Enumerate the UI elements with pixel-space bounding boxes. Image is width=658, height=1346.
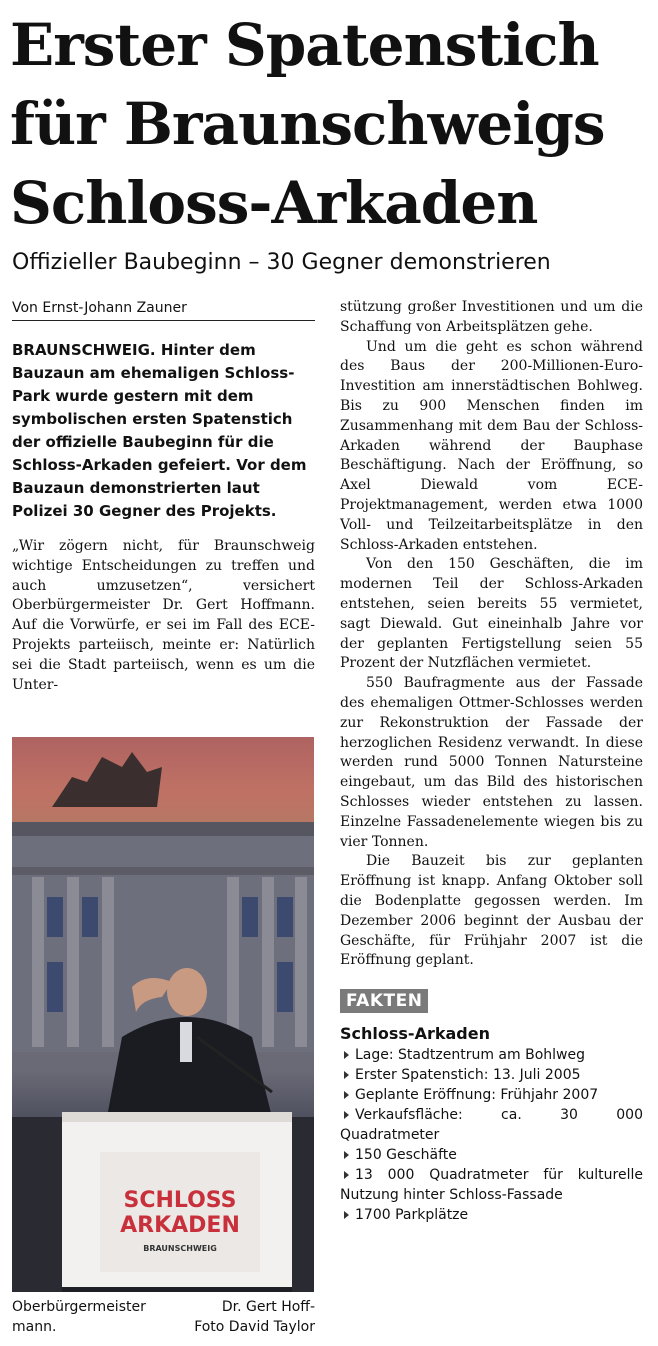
sign-line-2: ARKADEN: [120, 1213, 240, 1238]
caption-line-1b: Dr. Gert Hoff-: [221, 1299, 315, 1315]
body-paragraph: 550 Baufragmente aus der Fassade des ehemaligen Ottmer-Schlosses werden zur Rekonstruktion der Fassade der herzoglichen Residenz verwandt. In diese werden rund 5000 Tonnen Natursteine eingebaut, um das Bild des historischen Schlosses wieder entstehen zu lassen. Einzelne Fassadenelemente wiegen bis zu vier Tonnen.: [340, 675, 643, 850]
fact-item: [340, 1105, 643, 1145]
triangle-bullet-icon: [344, 1151, 349, 1159]
fact-list: [340, 1045, 643, 1225]
body-paragraph: Und um die geht es schon während des Baus der 200-Millionen-Euro-Investition am innerstädtischen Bohlweg. Bis zu 900 Menschen finden im Zusammenhang mit dem Bau der Schloss-Arkaden während der Bauphase Beschäftigung. Nach der Eröffnung, so Axel Diewald vom ECE-Projektmanagement, werden etwa 1000 Voll- und Teilzeitarbeitsplätze in den Schloss-Arkaden entstehen.: [340, 338, 643, 553]
fact-item-text: Lage: Stadtzentrum am Bohlweg: [355, 1047, 585, 1064]
left-column: [12, 298, 315, 695]
fact-item-text: 1700 Parkplätze: [355, 1207, 469, 1224]
triangle-bullet-icon: [344, 1071, 349, 1079]
fact-item: [340, 1045, 643, 1065]
fact-box: [340, 985, 643, 1225]
article-photo: [12, 737, 314, 1292]
fact-item-text: Verkaufsfläche: ca. 30 000 Quadratmeter: [340, 1107, 643, 1144]
caption-line-2: mann.: [12, 1319, 57, 1335]
caption-line-1a: Oberbürgermeister: [12, 1299, 146, 1315]
speaker-head: [167, 968, 207, 1016]
headline-line-3: Schloss-Arkaden: [10, 169, 538, 237]
fact-item: [340, 1065, 643, 1085]
body-paragraph: Von den 150 Geschäften, die im modernen Teil der Schloss-Arkaden entstehen, seien bereits 55 vermietet, sagt Diewald. Gut eineinhalb Jahre vor der geplanten Fertigstellung seien 55 Prozent der Nutzflächen vermietet.: [340, 556, 643, 672]
subheadline: Offizieller Baubeginn – 30 Gegner demonstrieren: [12, 250, 551, 275]
photo-illustration: [12, 737, 314, 1292]
right-column: [340, 298, 643, 1225]
fact-item: [340, 1205, 643, 1225]
triangle-bullet-icon: [344, 1211, 349, 1219]
fact-item-text: Erster Spatenstich: 13. Juli 2005: [355, 1067, 581, 1084]
triangle-bullet-icon: [344, 1051, 349, 1059]
headline-line-1: Erster Spatenstich: [10, 11, 599, 79]
fact-box-label: FAKTEN: [340, 989, 428, 1013]
fact-item: [340, 1085, 643, 1105]
byline: Von Ernst-Johann Zauner: [12, 298, 315, 321]
triangle-bullet-icon: [344, 1171, 349, 1179]
fact-item-text: 150 Geschäfte: [355, 1147, 457, 1164]
body-paragraph: „Wir zögern nicht, für Braunschweig wichtige Entscheidungen zu treffen und auch umzusetzen“, versichert Oberbürgermeister Dr. Gert Hoffmann. Auf die Vorwürfe, er sei im Fall des ECE-Projekts parteiisch, meinte er: Natürlich sei die Stadt parteiisch, wenn es um die Unter-: [12, 538, 315, 693]
fact-item-text: 13 000 Quadratmeter für kulturelle Nutzung hinter Schloss-Fassade: [340, 1167, 643, 1204]
sign-line-3: BRAUNSCHWEIG: [143, 1244, 217, 1253]
headline-line-2: für Braunschweigs: [10, 90, 605, 158]
lead-paragraph: BRAUNSCHWEIG. Hinter dem Bauzaun am ehemaligen Schloss-Park wurde gestern mit dem symbolischen ersten Spatenstich der offizielle Baubeginn für die Schloss-Arkaden gefeiert. Vor dem Bauzaun demonstrierten laut Polizei 30 Gegner des Projekts.: [12, 341, 307, 520]
sign-line-1: SCHLOSS: [123, 1188, 237, 1213]
fact-item: [340, 1145, 643, 1165]
fact-item-text: Geplante Eröffnung: Frühjahr 2007: [355, 1087, 599, 1104]
fact-box-title: Schloss-Arkaden: [340, 1024, 490, 1044]
headline: [10, 6, 650, 243]
fact-item: [340, 1165, 643, 1205]
triangle-bullet-icon: [344, 1111, 349, 1119]
photo-caption: [12, 1297, 315, 1337]
body-paragraph: stützung großer Investitionen und um die Schaffung von Arbeitsplätzen gehe.: [340, 299, 643, 335]
body-paragraph: Die Bauzeit bis zur geplanten Eröffnung ist knapp. Anfang Oktober soll die Bodenplatte gegossen werden. Im Dezember 2006 beginnt der Ausbau der Geschäfte, für Frühjahr 2007 ist die Eröffnung geplant.: [340, 853, 643, 969]
triangle-bullet-icon: [344, 1091, 349, 1099]
photo-credit: Foto David Taylor: [194, 1319, 315, 1335]
